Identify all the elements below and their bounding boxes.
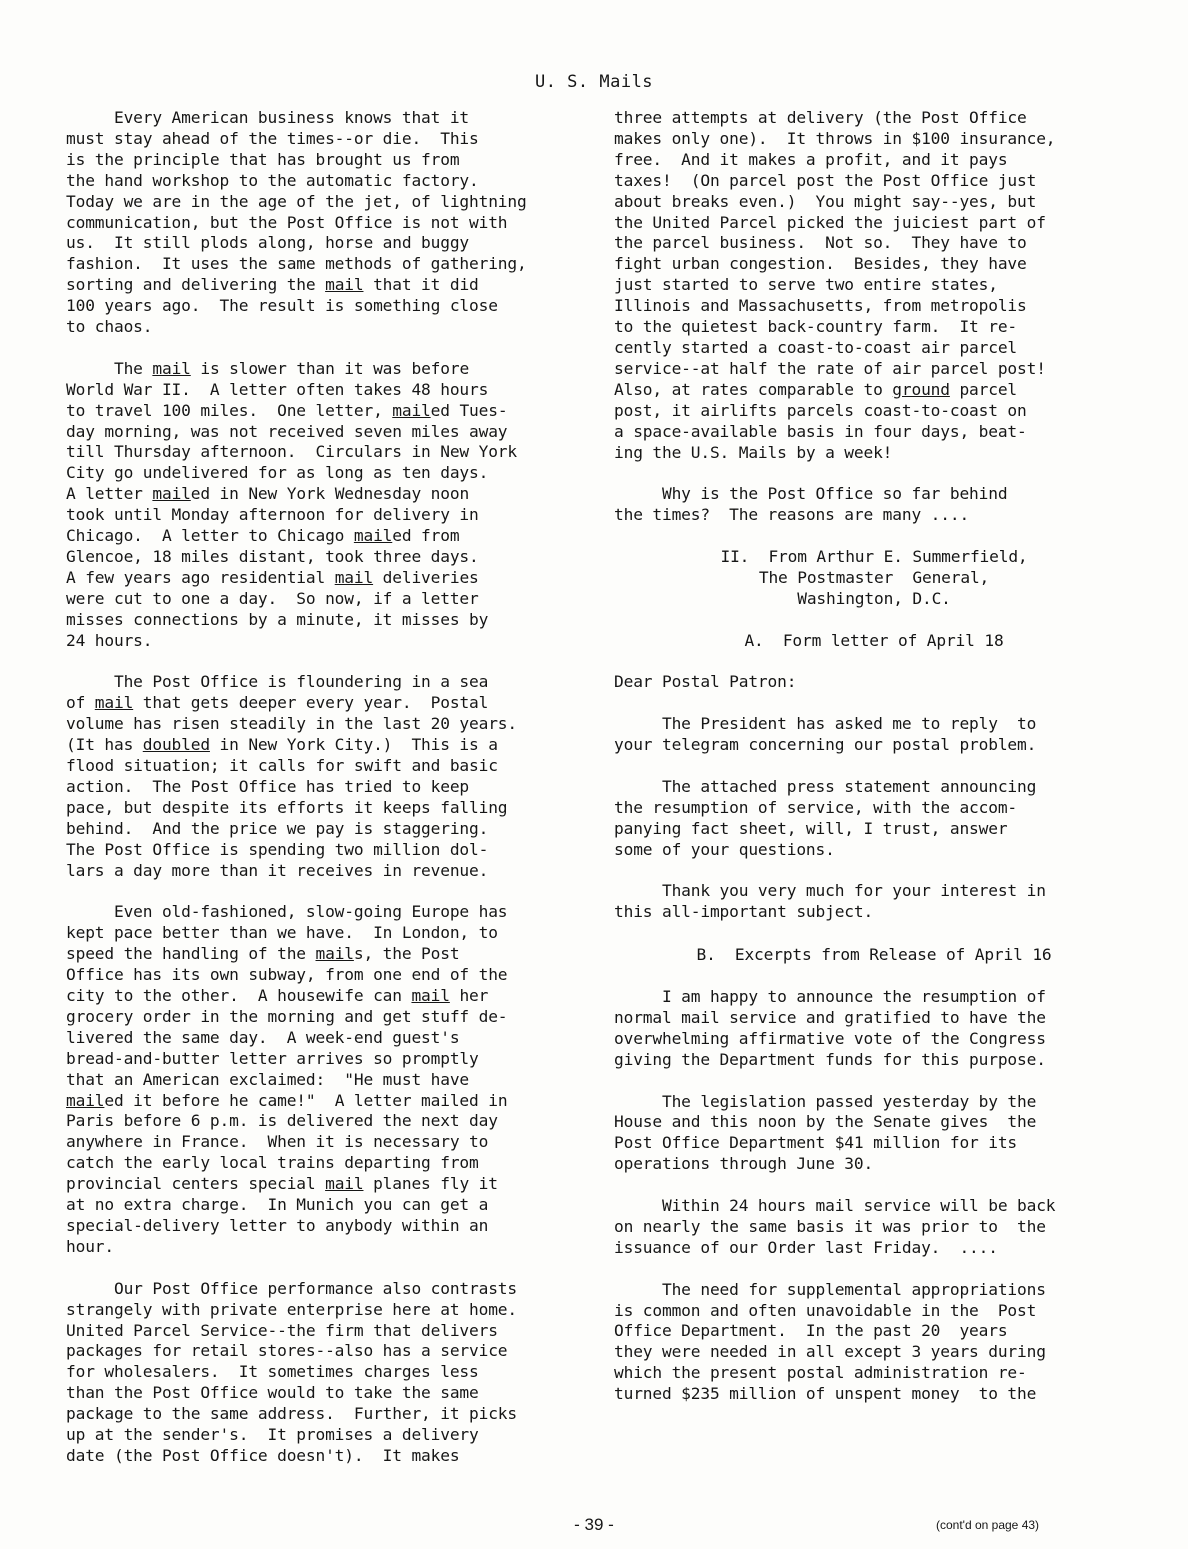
- right-paragraph: [614, 484, 1134, 526]
- text-line: strangely with private enterprise here at home.: [66, 1299, 517, 1319]
- text-line: Even old-fashioned, slow-going Europe has: [66, 902, 508, 922]
- text-line: for wholesalers. It sometimes charges less: [66, 1362, 479, 1382]
- text-line: The President has asked me to reply to: [614, 714, 1037, 734]
- text-line: behind. And the price we pay is staggering.: [66, 818, 489, 838]
- text-line: giving the Department funds for this purpose.: [614, 1049, 1046, 1069]
- text-line: misses connections by a minute, it misses by: [66, 609, 489, 629]
- text-line: that an American exclaimed: "He must have: [66, 1069, 470, 1089]
- text-line: free. And it makes a profit, and it pays: [614, 149, 1008, 169]
- left-paragraph: [66, 1279, 586, 1467]
- text-line: The Post Office is spending two million dol-: [66, 839, 489, 859]
- text-line: pace, but despite its efforts it keeps falling: [66, 797, 508, 817]
- text-line: I am happy to announce the resumption of: [614, 987, 1046, 1007]
- text-line: day morning, was not received seven miles away: [66, 421, 508, 441]
- text-line: must stay ahead of the times--or die. This: [66, 128, 479, 148]
- text-line: City go undelivered for as long as ten days.: [66, 463, 489, 483]
- text-line: issuance of our Order last Friday. ....: [614, 1237, 998, 1257]
- text-line: Post Office Department $41 million for its: [614, 1133, 1018, 1153]
- continued-note: (cont'd on page 43): [936, 1518, 1040, 1532]
- text-line: the times? The reasons are many ....: [614, 505, 970, 525]
- text-line: at no extra charge. In Munich you can get a: [66, 1195, 489, 1215]
- text-line: the parcel business. Not so. They have to: [614, 233, 1027, 253]
- text-line: ing the U.S. Mails by a week!: [614, 442, 893, 462]
- text-line: of mail that gets deeper every year. Postal: [66, 693, 489, 713]
- text-line: city to the other. A housewife can mail her: [66, 986, 489, 1006]
- text-line: House and this noon by the Senate gives the: [614, 1112, 1037, 1132]
- right-paragraph: [614, 1092, 1134, 1176]
- text-line: The need for supplemental appropriations: [614, 1279, 1046, 1299]
- text-line: A. Form letter of April 18: [744, 630, 1004, 650]
- text-line: The mail is slower than it was before: [66, 358, 470, 378]
- text-line: fashion. It uses the same methods of gathering,: [66, 254, 527, 274]
- right-paragraph: [614, 547, 1134, 610]
- text-line: grocery order in the morning and get stuff de-: [66, 1006, 508, 1026]
- text-line: turned $235 million of unspent money to the: [614, 1384, 1037, 1404]
- text-line: A few years ago residential mail deliveries: [66, 567, 479, 587]
- text-line: fight urban congestion. Besides, they have: [614, 254, 1027, 274]
- text-line: flood situation; it calls for swift and basic: [66, 756, 498, 776]
- text-line: took until Monday afternoon for delivery in: [66, 505, 479, 525]
- text-line: Also, at rates comparable to ground parcel: [614, 379, 1018, 399]
- text-line: overwhelming affirmative vote of the Congress: [614, 1028, 1046, 1048]
- text-line: volume has risen steadily in the last 20 years.: [66, 714, 517, 734]
- text-line: mailed it before he came!" A letter mailed in: [66, 1090, 508, 1110]
- text-line: action. The Post Office has tried to keep: [66, 776, 470, 796]
- text-line: than the Post Office would to take the same: [66, 1383, 479, 1403]
- text-line: Glencoe, 18 miles distant, took three days.: [66, 547, 479, 567]
- text-line: United Parcel Service--the firm that delivers: [66, 1320, 498, 1340]
- right-paragraph: [614, 672, 1134, 693]
- text-line: to chaos.: [66, 317, 153, 337]
- text-line: kept pace better than we have. In London, to: [66, 923, 498, 943]
- text-line: Why is the Post Office so far behind: [614, 484, 1008, 504]
- right-paragraph: [614, 631, 1134, 652]
- text-line: catch the early local trains departing from: [66, 1153, 479, 1173]
- text-line: provincial centers special mail planes fly it: [66, 1174, 498, 1194]
- text-line: World War II. A letter often takes 48 hours: [66, 379, 489, 399]
- text-line: were cut to one a day. So now, if a letter: [66, 588, 479, 608]
- text-line: us. It still plods along, horse and buggy: [66, 233, 470, 253]
- text-line: the United Parcel picked the juiciest part of: [614, 212, 1046, 232]
- text-line: Office has its own subway, from one end of the: [66, 965, 508, 985]
- text-line: B. Excerpts from Release of April 16: [696, 945, 1052, 965]
- text-line: Paris before 6 p.m. is delivered the next day: [66, 1111, 498, 1131]
- text-line: just started to serve two entire states,: [614, 275, 998, 295]
- text-line: is the principle that has brought us from: [66, 149, 460, 169]
- text-line: Our Post Office performance also contrasts: [66, 1278, 517, 1298]
- text-line: till Thursday afternoon. Circulars in New York: [66, 442, 517, 462]
- right-paragraph: [614, 945, 1134, 966]
- text-line: The Post Office is floundering in a sea: [66, 672, 489, 692]
- text-line: three attempts at delivery (the Post Office: [614, 108, 1027, 127]
- left-paragraph: [66, 359, 586, 652]
- text-line: 100 years ago. The result is something close: [66, 296, 498, 316]
- text-line: Every American business knows that it: [66, 108, 470, 127]
- text-line: Thank you very much for your interest in: [614, 881, 1046, 901]
- text-line: the hand workshop to the automatic factory.: [66, 170, 479, 190]
- text-line: Office Department. In the past 20 years: [614, 1321, 1008, 1341]
- right-column: [614, 108, 1134, 1426]
- right-paragraph: [614, 881, 1134, 923]
- text-line: the resumption of service, with the accom-: [614, 797, 1018, 817]
- text-line: Within 24 hours mail service will be back: [614, 1196, 1056, 1216]
- text-line: they were needed in all except 3 years during: [614, 1342, 1046, 1362]
- text-line: operations through June 30.: [614, 1154, 874, 1174]
- text-line: The legislation passed yesterday by the: [614, 1091, 1037, 1111]
- page-header: U. S. Mails: [534, 72, 654, 92]
- text-line: The Postmaster General,: [758, 567, 990, 587]
- text-line: Chicago. A letter to Chicago mailed from: [66, 526, 460, 546]
- text-line: hour.: [66, 1236, 114, 1256]
- text-line: Illinois and Massachusetts, from metropolis: [614, 296, 1027, 316]
- text-line: Dear Postal Patron:: [614, 672, 797, 692]
- text-line: service--at half the rate of air parcel post!: [614, 358, 1046, 378]
- text-line: up at the sender's. It promises a delivery: [66, 1425, 479, 1445]
- text-line: communication, but the Post Office is not with: [66, 212, 508, 232]
- text-line: livered the same day. A week-end guest's: [66, 1027, 460, 1047]
- text-line: makes only one). It throws in $100 insurance,: [614, 128, 1056, 148]
- right-paragraph: [614, 714, 1134, 756]
- right-paragraph: [614, 777, 1134, 861]
- left-paragraph: [66, 672, 586, 881]
- text-line: normal mail service and gratified to have the: [614, 1007, 1046, 1027]
- right-paragraph: [614, 1280, 1134, 1405]
- text-line: a space-available basis in four days, beat-: [614, 421, 1027, 441]
- page-number: - 39 -: [574, 1515, 614, 1534]
- text-line: anywhere in France. When it is necessary to: [66, 1132, 489, 1152]
- text-line: post, it airlifts parcels coast-to-coast on: [614, 400, 1027, 420]
- left-paragraph: [66, 902, 586, 1257]
- text-line: to travel 100 miles. One letter, mailed Tues-: [66, 400, 508, 420]
- text-line: to the quietest back-country farm. It re-: [614, 317, 1018, 337]
- text-line: lars a day more than it receives in revenue.: [66, 860, 489, 880]
- text-line: on nearly the same basis it was prior to the: [614, 1216, 1046, 1236]
- text-line: Washington, D.C.: [797, 588, 951, 608]
- text-line: Today we are in the age of the jet, of lightning: [66, 191, 527, 211]
- right-paragraph: [614, 987, 1134, 1071]
- right-paragraph: [614, 1196, 1134, 1259]
- text-line: your telegram concerning our postal problem.: [614, 735, 1037, 755]
- text-line: A letter mailed in New York Wednesday noon: [66, 484, 470, 504]
- text-line: package to the same address. Further, it picks: [66, 1404, 517, 1424]
- text-line: is common and often unavoidable in the Post: [614, 1300, 1037, 1320]
- text-line: this all-important subject.: [614, 902, 874, 922]
- right-paragraph: [614, 108, 1134, 463]
- left-column: [66, 108, 586, 1488]
- text-line: which the present postal administration re-: [614, 1363, 1027, 1383]
- text-line: sorting and delivering the mail that it did: [66, 275, 479, 295]
- text-line: some of your questions.: [614, 839, 835, 859]
- text-line: packages for retail stores--also has a service: [66, 1341, 508, 1361]
- text-line: II. From Arthur E. Summerfield,: [720, 547, 1028, 566]
- text-line: speed the handling of the mails, the Post: [66, 944, 460, 964]
- text-line: (It has doubled in New York City.) This is a: [66, 735, 498, 755]
- text-line: cently started a coast-to-coast air parcel: [614, 337, 1018, 357]
- left-paragraph: [66, 108, 586, 338]
- text-line: special-delivery letter to anybody within an: [66, 1215, 489, 1235]
- text-line: about breaks even.) You might say--yes, but: [614, 191, 1037, 211]
- text-line: date (the Post Office doesn't). It makes: [66, 1445, 460, 1465]
- text-line: taxes! (On parcel post the Post Office just: [614, 170, 1037, 190]
- text-line: panying fact sheet, will, I trust, answer: [614, 818, 1008, 838]
- text-line: bread-and-butter letter arrives so promptly: [66, 1048, 479, 1068]
- text-line: The attached press statement announcing: [614, 776, 1037, 796]
- text-line: 24 hours.: [66, 630, 153, 650]
